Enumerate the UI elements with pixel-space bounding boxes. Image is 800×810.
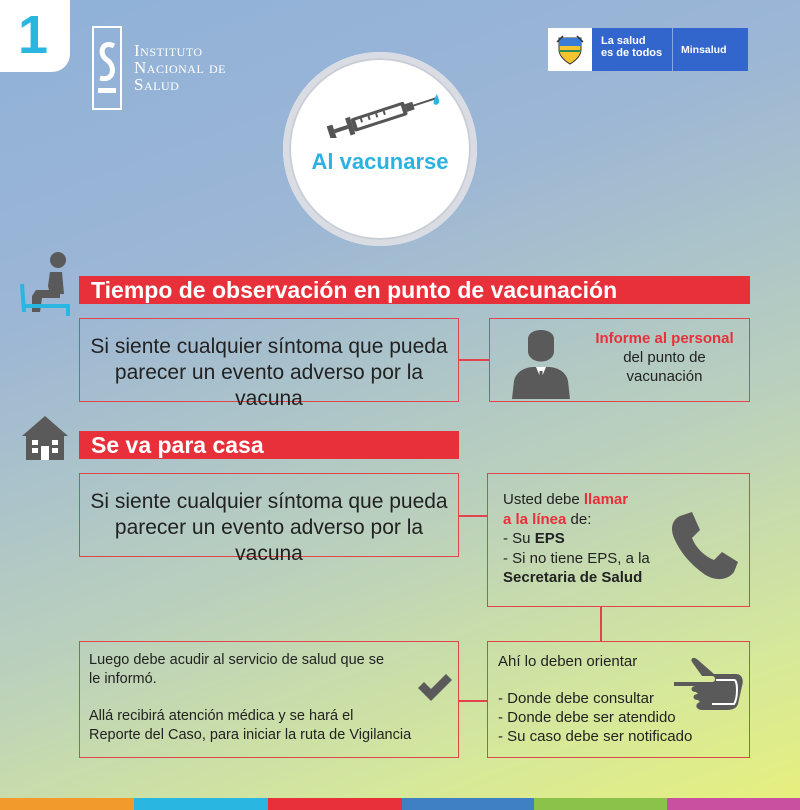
section1-action-line3: vacunación (626, 368, 703, 385)
syringe-icon (319, 82, 449, 138)
call-item1-eps: EPS (534, 530, 565, 547)
section2-symptom-line2: parecer un evento adverso por la vacuna (114, 516, 424, 565)
ministry-badge (548, 28, 748, 71)
connector-line (459, 359, 489, 361)
orient-title: Ahí lo deben orientar (498, 653, 638, 670)
institute-line1: Instituto (134, 41, 203, 60)
coat-of-arms-icon (548, 28, 592, 71)
section1-action-highlight: Informe al personal (595, 330, 734, 347)
call-prefix: Usted debe (503, 491, 584, 508)
institute-line2: Nacional de (134, 58, 227, 77)
section2-orient-box (487, 641, 750, 758)
slogan-line1: La salud (601, 35, 646, 47)
phone-icon (668, 510, 740, 582)
call-item2-secretaria: Secretaria de Salud (503, 569, 643, 586)
section1-symptom-line2: parecer un evento adverso por la vacuna (114, 361, 424, 410)
section2-symptom-box (79, 473, 459, 565)
call-highlight2: a la línea (503, 510, 567, 528)
ministry-name: Minsalud (672, 28, 727, 71)
section1-action-text (582, 329, 747, 386)
section2-title: Se va para casa (91, 432, 264, 458)
followup-line1: Luego debe acudir al servicio de salud que se (89, 652, 385, 668)
step-number: 1 (18, 5, 49, 65)
section2-followup-box (79, 641, 459, 758)
ins-logo-icon (92, 26, 122, 110)
section1-symptom-box (79, 318, 459, 410)
call-item1: - Su EPS (503, 530, 565, 547)
checkmark-icon (416, 674, 454, 702)
section1-action-box (489, 318, 750, 402)
footer-bar-segment (134, 798, 268, 810)
house-icon (20, 414, 70, 462)
section1-action-line2: del punto de (623, 349, 706, 366)
call-highlight1: llamar (583, 491, 629, 508)
section1-title-banner (79, 276, 750, 304)
orient-item: - Su caso debe ser notificado (498, 728, 693, 745)
followup-line3: Allá recibirá atención médica y se hará el (89, 708, 354, 724)
ministry-slogan (592, 28, 672, 71)
section1-symptom-line1: Si siente cualquier síntoma que pueda (90, 335, 448, 358)
section2-call-box (487, 473, 750, 607)
connector-line (459, 700, 487, 702)
footer-bar-segment (268, 798, 402, 810)
institute-line3: Salud (134, 75, 180, 94)
section2-symptom-line1: Si siente cualquier síntoma que pueda (90, 490, 448, 513)
footer-bar-segment (402, 798, 534, 810)
slogan-line2: es de todos (601, 47, 663, 59)
section1-title: Tiempo de observación en punto de vacunación (91, 277, 618, 303)
hero-title: Al vacunarse (311, 149, 449, 174)
followup-line4: Reporte del Caso, para iniciar la ruta de Vigilancia (89, 727, 412, 743)
section2-title-banner (79, 431, 459, 459)
call-line1 (503, 490, 749, 510)
staff-person-icon (508, 325, 574, 399)
step-number-tab (0, 0, 70, 72)
person-sitting-icon (20, 250, 72, 318)
footer-bar-segment (534, 798, 667, 810)
pointing-hand-icon (672, 652, 744, 712)
orient-item: - Donde debe consultar (498, 690, 654, 707)
institute-name (134, 42, 226, 93)
hero-circle (283, 52, 477, 246)
connector-line (600, 607, 602, 641)
call-item2: - Si no tiene EPS, a la (503, 549, 650, 567)
call-suffix: de: (566, 510, 592, 528)
footer-bar-segment (0, 798, 134, 810)
followup-line2: le informó. (89, 671, 157, 687)
footer-bar-segment (667, 798, 800, 810)
connector-line (459, 515, 487, 517)
orient-item: - Donde debe ser atendido (498, 709, 676, 726)
